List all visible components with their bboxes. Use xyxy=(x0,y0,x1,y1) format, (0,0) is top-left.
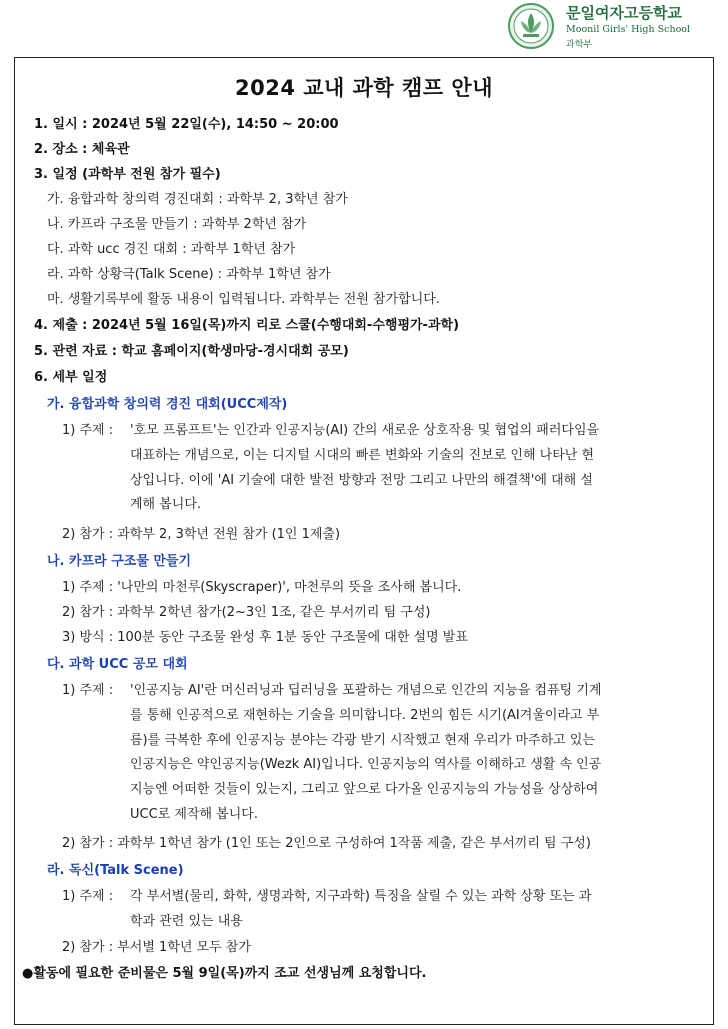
section-b-method: 3) 방식 : 100분 동안 구조물 완성 후 1분 동안 구조물에 대한 설명 발표 xyxy=(62,630,468,645)
text-line: 계해 봅니다. xyxy=(130,497,202,513)
text-line: 학과 관련 있는 내용 xyxy=(130,913,243,929)
section-d-heading: 라. 독신(Talk Scene) xyxy=(47,863,184,878)
section-a-heading: 가. 융합과학 창의력 경진 대회(UCC제작) xyxy=(47,397,288,412)
item-detail-heading: 6. 세부 일정 xyxy=(34,370,108,385)
item-place: 2. 장소 : 체육관 xyxy=(34,142,130,157)
schedule-item: 가. 융합과학 창의력 경진대회 : 과학부 2, 3학년 참가 xyxy=(47,192,348,207)
item-materials: 5. 관련 자료 : 학교 홈페이지(학생마당-경시대회 공모) xyxy=(34,344,349,359)
section-b-topic: 1) 주제 : '나만의 마천루(Skyscraper)', 마천루의 뜻을 조사해 봅니다. xyxy=(62,580,462,595)
text-line: 름)를 극복한 후에 인공지능 분야는 각광 받기 시작했고 현재 우리가 마주하고 있는 xyxy=(130,732,595,748)
text-line: '호모 프롬프트'는 인간과 인공지능(AI) 간의 새로운 상호작용 및 협업의 패러다임을 xyxy=(130,423,600,438)
section-d-topic-label: 1) 주제 : xyxy=(62,889,114,904)
text-line: UCC로 제작해 봅니다. xyxy=(130,806,258,822)
footer-note xyxy=(22,965,426,983)
text-line: 각 부서별(물리, 화학, 생명과학, 지구과학) 특징을 살릴 수 있는 과학 상황 또는 과 xyxy=(130,889,592,904)
item-date: 1. 일시 : 2024년 5월 22일(수), 14:50 ~ 20:00 xyxy=(34,117,339,132)
bullet-icon: ● xyxy=(22,966,34,981)
school-name: 문일여자고등학교 xyxy=(566,4,682,22)
document-title: 2024 교내 과학 캠프 안내 xyxy=(235,76,493,100)
page-header xyxy=(0,0,728,56)
item-submit: 4. 제출 : 2024년 5월 16일(목)까지 리로 스쿨(수행대회-수행평가-과학) xyxy=(34,318,460,333)
section-c-heading: 다. 과학 UCC 공모 대회 xyxy=(47,657,188,672)
text-line: 대표하는 개념으로, 이는 디지털 시대의 빠른 변화와 기술의 진보로 인해 나타난 현 xyxy=(130,447,595,463)
section-d-participants: 2) 참가 : 부서별 1학년 모두 참가 xyxy=(62,940,251,955)
school-logo xyxy=(508,3,554,49)
department-label: 과학부 xyxy=(566,40,593,50)
section-c-participants: 2) 참가 : 과학부 1학년 참가 (1인 또는 2인으로 구성하여 1작품 제출, 같은 부서끼리 팀 구성) xyxy=(62,836,591,851)
section-a-participants: 2) 참가 : 과학부 2, 3학년 전원 참가 (1인 1제출) xyxy=(62,527,341,542)
text-line: 를 통해 인공적으로 재현하는 기술을 의미합니다. 2번의 힘든 시기(AI겨울이라고 부 xyxy=(130,707,600,723)
section-c-topic-label: 1) 주제 : xyxy=(62,683,114,698)
section-a-topic-text xyxy=(130,419,696,518)
section-a-topic-label: 1) 주제 : xyxy=(62,423,114,438)
section-b-participants: 2) 참가 : 과학부 2학년 참가(2~3인 1조, 같은 부서끼리 팀 구성) xyxy=(62,605,431,620)
section-d-topic-text xyxy=(130,885,696,935)
text-line: 인공지능은 약인공지능(Wezk AI)입니다. 인공지능의 역사를 이해하고 생활 속 인공 xyxy=(130,757,602,773)
item-schedule-heading: 3. 일정 (과학부 전원 참가 필수) xyxy=(34,167,221,182)
text-line: 상입니다. 이에 'AI 기술에 대한 발전 방향과 전망 그리고 나만의 해결책'에 대해 설 xyxy=(130,472,593,488)
footer-note-text: 활동에 필요한 준비물은 5월 9일(목)까지 조교 선생님께 요청합니다. xyxy=(33,966,427,981)
schedule-item: 다. 과학 ucc 경진 대회 : 과학부 1학년 참가 xyxy=(47,242,296,257)
schedule-item: 나. 카프라 구조물 만들기 : 과학부 2학년 참가 xyxy=(47,217,307,232)
schedule-item: 라. 과학 상황극(Talk Scene) : 과학부 1학년 참가 xyxy=(47,267,331,282)
schedule-item: 마. 생활기록부에 활동 내용이 입력됩니다. 과학부는 전원 참가합니다. xyxy=(47,292,440,307)
text-line: '인공지능 AI'란 머신러닝과 딥러닝을 포괄하는 개념으로 인간의 지능을 컴퓨팅 기계 xyxy=(130,683,602,698)
school-name-english: Moonil Girls' High School xyxy=(566,24,691,35)
text-line: 지능엔 어떠한 것들이 있는지, 그리고 앞으로 다가올 인공지능의 가능성을 상상하여 xyxy=(130,782,599,798)
section-c-topic-text xyxy=(130,679,696,828)
section-b-heading: 나. 카프라 구조물 만들기 xyxy=(47,554,192,569)
